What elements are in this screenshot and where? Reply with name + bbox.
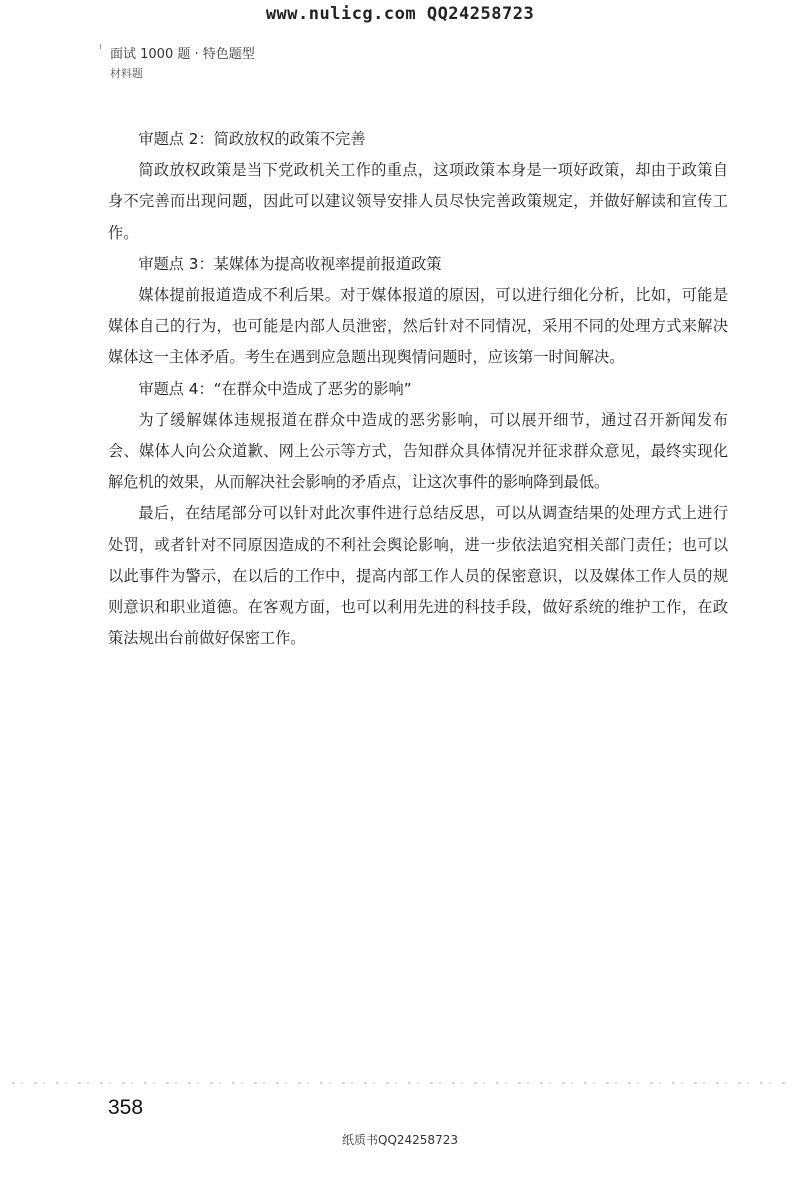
paragraph-point-3: 媒体提前报道造成不利后果。对于媒体报道的原因，可以进行细化分析，比如，可能是媒体自己的行为，也可能是内部人员泄密，然后针对不同情况，采用不同的处理方式来解决媒体这一主体矛盾。考生在遇到应急题出现舆情问题时，应该第一时间解决。 <box>108 286 728 367</box>
paragraph-point-4: 为了缓解媒体违规报道在群众中造成的恶劣影响，可以展开细节，通过召开新闻发布会、媒体人向公众道歉、网上公示等方式，告知群众具体情况并征求群众意见，最终实现化解危机的效果，从而解决社会影响的矛盾点，让这次事件的影响降到最低。 <box>108 410 728 492</box>
running-head <box>110 46 255 81</box>
paragraph-point-2: 简政放权政策是当下党政机关工作的重点，这项政策本身是一项好政策，却由于政策自身不完善而出现问题，因此可以建议领导安排人员尽快完善政策规定，并做好解读和宣传工作。 <box>108 161 728 242</box>
body-text <box>108 124 728 654</box>
top-watermark: www.nulicg.com QQ24258723 <box>265 4 535 24</box>
page-edge-mark <box>100 44 101 49</box>
paragraph-conclusion: 最后，在结尾部分可以针对此次事件进行总结反思，可以从调查结果的处理方式上进行处罚，或者针对不同原因造成的不利社会舆论影响，进一步依法追究相关部门责任；也可以以此事件为警示，在以后的工作中，提高内部工作人员的保密意识，以及媒体工作人员的规则意识和职业道德。在客观方面，也可以利用先进的科技手段，做好系统的维护工作，在政策法规出台前做好保密工作。 <box>108 504 728 648</box>
point-heading-2: 审题点 2：简政放权的政策不完善 <box>138 130 366 148</box>
section-title: 材料题 <box>110 67 143 80</box>
scan-artifact-line <box>12 1082 788 1084</box>
book-title: 面试 1000 题 · 特色题型 <box>110 47 255 62</box>
point-heading-4: 审题点 4：“在群众中造成了恶劣的影响” <box>138 379 412 398</box>
bottom-watermark: 纸质书QQ24258723 <box>342 1133 458 1147</box>
page-number: 358 <box>108 1096 144 1119</box>
point-heading-3: 审题点 3：某媒体为提高收视率提前报道政策 <box>138 254 442 273</box>
